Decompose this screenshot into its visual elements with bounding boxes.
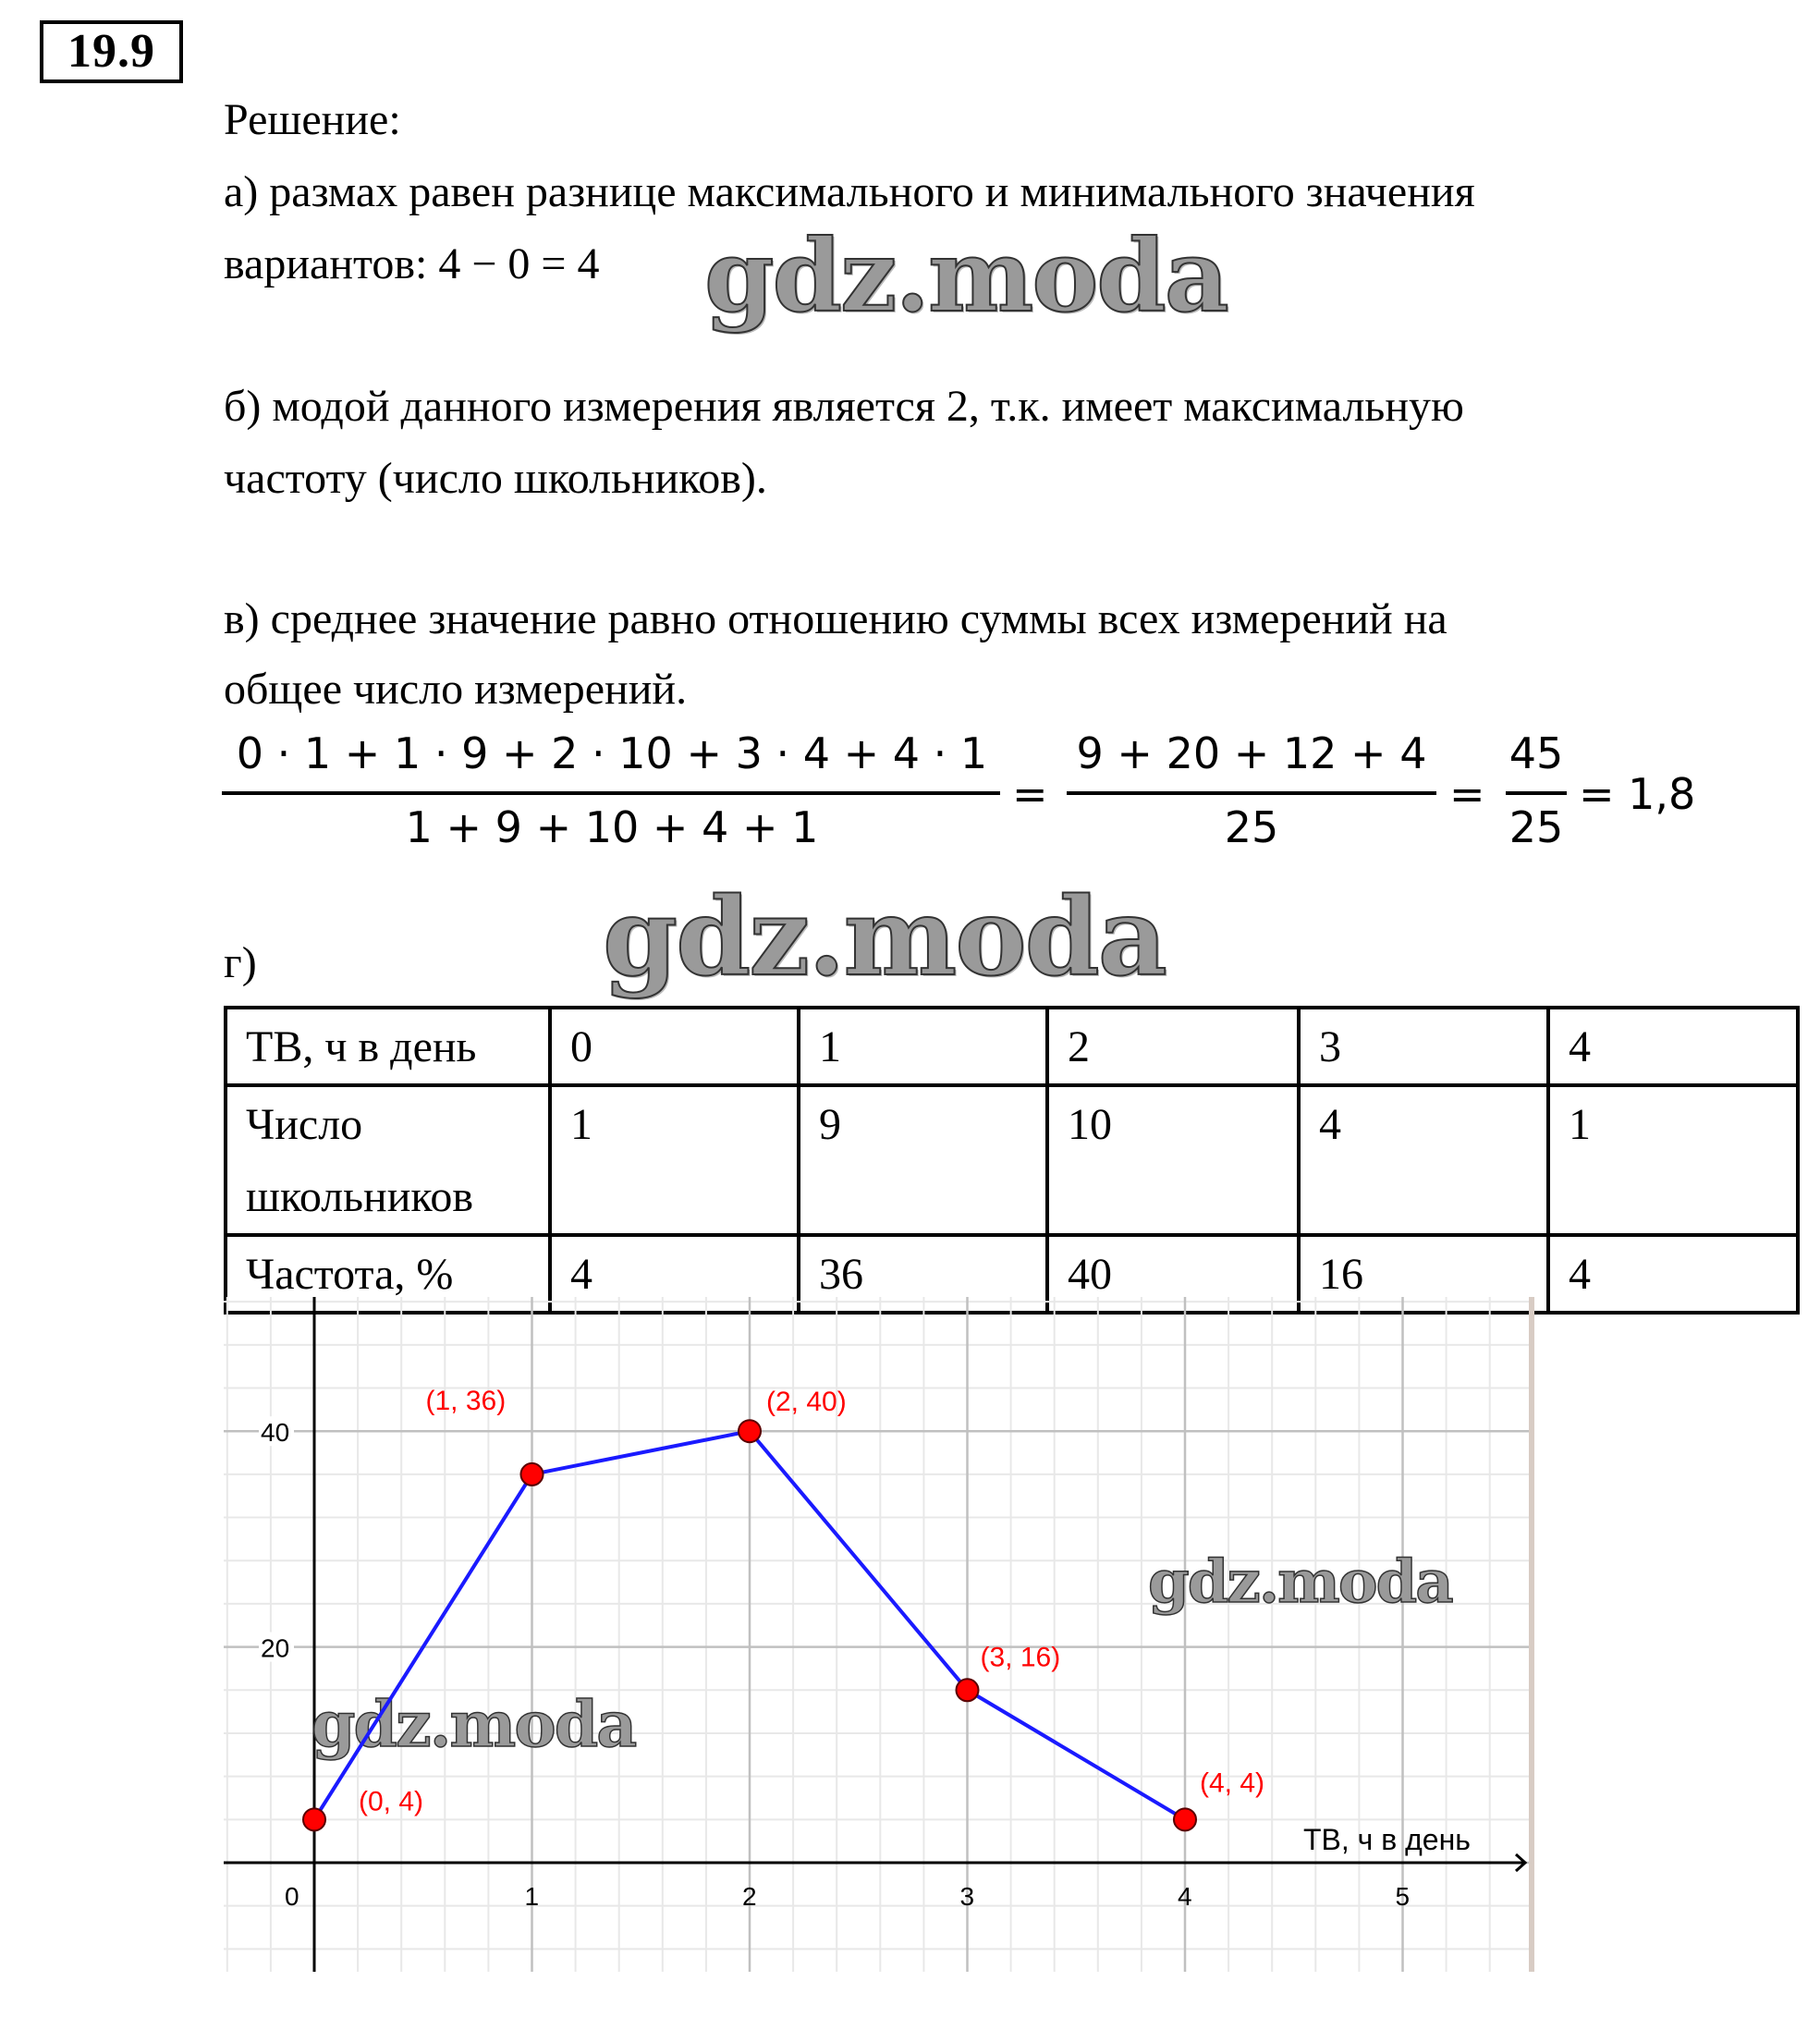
frequency-polygon-chart — [224, 1297, 1541, 1972]
fraction2-denominator: 25 — [1224, 802, 1279, 852]
table-cell: 4 — [550, 1235, 799, 1313]
data-point-marker — [739, 1420, 761, 1442]
grid-major — [224, 1297, 1529, 1972]
table-cell: 1 — [1548, 1085, 1798, 1235]
table-cell: 16 — [1299, 1235, 1548, 1313]
equals-sign-1: = — [1012, 769, 1048, 819]
y-tick-label: 40 — [261, 1418, 290, 1448]
fraction3-denominator: 25 — [1509, 802, 1564, 852]
part-a-line2: вариантов: 4 − 0 = 4 — [224, 239, 600, 288]
part-c-line2: общее число измерений. — [224, 665, 688, 714]
data-point-label: (2, 40) — [766, 1387, 847, 1418]
problem-number: 19.9 — [40, 20, 183, 83]
watermark: gdz.moda — [704, 218, 1228, 335]
chart-frame-right — [1529, 1297, 1534, 1972]
x-tick-label: 4 — [1178, 1882, 1192, 1911]
table-row — [226, 1008, 1798, 1085]
part-d-label: г) — [224, 938, 257, 987]
table-cell: 2 — [1047, 1008, 1299, 1085]
row-header — [226, 1085, 550, 1235]
x-tick-label: 1 — [524, 1882, 540, 1911]
table-cell: 40 — [1047, 1235, 1299, 1313]
part-c-line1: в) среднее значение равно отношению суммы всех измерений на — [224, 594, 1447, 643]
table-cell: 4 — [1299, 1085, 1548, 1235]
frequency-table — [224, 1006, 1800, 1315]
data-point-label: (1, 36) — [425, 1385, 507, 1416]
grid-minor — [224, 1297, 1529, 1972]
watermark: gdz.moda — [1148, 1547, 1452, 1617]
row-header: Частота, % — [226, 1235, 550, 1313]
formula-result: = 1,8 — [1579, 769, 1696, 819]
x-tick-label: 0 — [285, 1882, 299, 1911]
row-header: ТВ, ч в день — [226, 1008, 550, 1085]
row-header-line2: школьников — [246, 1172, 473, 1221]
fraction3-bar — [1506, 791, 1567, 795]
table-row — [226, 1085, 1798, 1235]
fraction1-denominator: 1 + 9 + 10 + 4 + 1 — [405, 802, 819, 852]
fraction3-numerator: 45 — [1509, 728, 1564, 778]
part-b-line2: частоту (число школьников). — [224, 454, 767, 503]
data-point-marker — [521, 1463, 544, 1486]
table-cell: 9 — [799, 1085, 1047, 1235]
fraction1-bar — [222, 791, 1000, 795]
data-point-marker — [303, 1808, 325, 1830]
equals-sign-2: = — [1449, 769, 1485, 819]
table-cell: 4 — [1548, 1008, 1798, 1085]
fraction2-bar — [1067, 791, 1436, 795]
y-tick-labels — [259, 1416, 294, 1662]
table-cell: 10 — [1047, 1085, 1299, 1235]
data-point-label: (4, 4) — [1200, 1767, 1265, 1799]
data-point-marker — [957, 1679, 979, 1701]
x-tick-label: 5 — [1395, 1882, 1411, 1911]
x-tick-label: 2 — [742, 1882, 757, 1911]
table-cell: 36 — [799, 1235, 1047, 1313]
watermark: gdz.moda — [603, 874, 1166, 1000]
table-cell: 0 — [550, 1008, 799, 1085]
fraction2-numerator: 9 + 20 + 12 + 4 — [1076, 728, 1427, 778]
data-point-label: (3, 16) — [980, 1642, 1061, 1673]
fraction1-numerator: 0 · 1 + 1 · 9 + 2 · 10 + 3 · 4 + 4 · 1 — [236, 728, 988, 778]
solution-heading: Решение: — [224, 95, 401, 144]
y-tick-label: 20 — [261, 1633, 290, 1663]
table-cell: 4 — [1548, 1235, 1798, 1313]
row-header-line1: Число — [246, 1100, 363, 1149]
x-axis-label: ТВ, ч в день — [1303, 1823, 1471, 1856]
data-point-marker — [1174, 1808, 1196, 1830]
data-point-label: (0, 4) — [359, 1786, 424, 1817]
table-cell: 1 — [550, 1085, 799, 1235]
x-tick-label: 3 — [959, 1882, 975, 1911]
part-b-line1: б) модой данного измерения является 2, т.к. имеет максимальную — [224, 382, 1464, 431]
table-cell: 1 — [799, 1008, 1047, 1085]
table-cell: 3 — [1299, 1008, 1548, 1085]
watermark: gdz.moda — [311, 1688, 636, 1762]
part-a-line1: а) размах равен разнице максимального и минимального значения — [224, 167, 1475, 216]
